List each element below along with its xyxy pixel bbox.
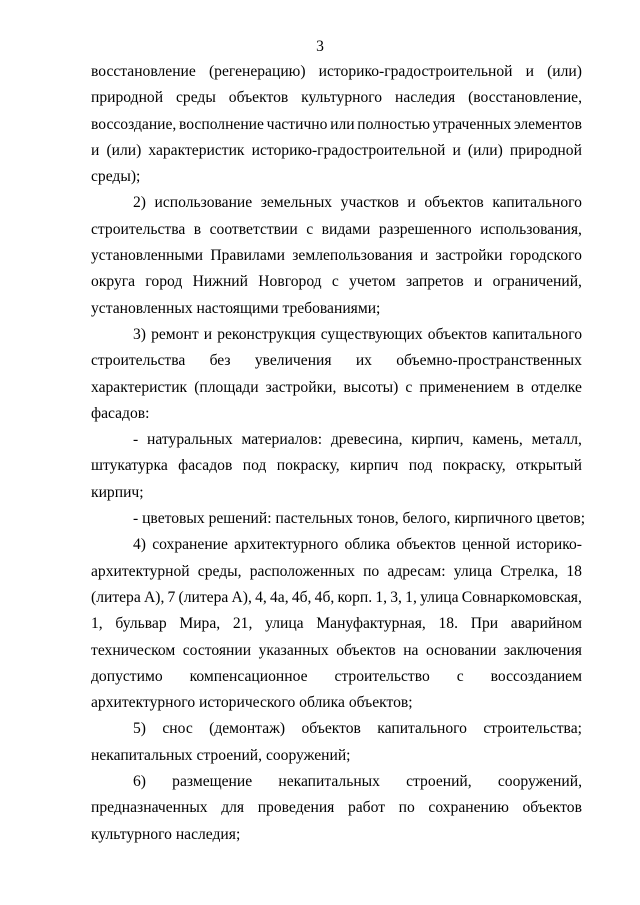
word: для — [221, 799, 245, 817]
text-line — [91, 453, 582, 479]
word: историко- — [516, 536, 582, 554]
word: указанных — [258, 641, 329, 659]
word: покраску, — [442, 457, 506, 475]
text-line — [91, 506, 586, 532]
word: с — [456, 667, 464, 685]
text-line — [91, 401, 582, 427]
text-line — [91, 112, 582, 138]
text-line — [91, 743, 582, 769]
word: историко-градостроительной — [318, 63, 513, 80]
word: Совнаркомовская, — [461, 588, 582, 606]
word: Нижний — [192, 273, 248, 291]
word: 3) — [133, 325, 146, 343]
word: облика — [344, 536, 391, 554]
word: основании — [425, 641, 497, 659]
word: капитального — [492, 194, 582, 212]
word: (литера — [91, 588, 141, 606]
text-line-content: архитектурного исторического облика объектов; — [91, 694, 413, 712]
word: бульвар — [115, 615, 167, 633]
word: увеличения — [254, 352, 332, 370]
word: среды, — [197, 562, 242, 580]
text-line-content: - цветовых решений: пастельных тонов, белого, кирпичного цветов; — [133, 510, 586, 528]
text-line-content: фасадов: — [91, 404, 150, 422]
word: строительства — [91, 220, 186, 238]
word: 4) — [133, 536, 146, 554]
word: металл, — [531, 431, 582, 449]
text-line-content: культурного наследия; — [91, 825, 241, 843]
word: применением — [419, 378, 510, 396]
word: элементов — [513, 115, 582, 133]
word: Правилами — [210, 247, 285, 265]
word: Стрелка, — [500, 562, 559, 580]
text-line — [91, 427, 582, 453]
word: использования, — [480, 220, 582, 238]
word: натуральных — [147, 431, 233, 449]
word: городского — [509, 247, 582, 265]
text-line — [91, 164, 582, 190]
word: полностью — [357, 115, 430, 133]
word: под — [408, 457, 433, 475]
text-line — [91, 138, 582, 164]
word: воссозданием — [490, 667, 582, 685]
word: воссоздание, — [91, 115, 177, 133]
word: работ — [347, 799, 386, 817]
text-line — [91, 85, 582, 111]
text-line-content: кирпич; — [91, 483, 144, 501]
word: - — [133, 431, 139, 449]
word: наследия — [395, 89, 456, 107]
word: по — [398, 799, 415, 817]
word: сохранение — [152, 536, 228, 554]
word: и — [203, 325, 213, 343]
word: (или) — [547, 63, 582, 80]
word: (восстановление, — [468, 89, 582, 107]
word: предназначенных — [91, 799, 208, 817]
word: 2) — [133, 194, 146, 212]
word: (или) — [467, 141, 503, 159]
word: их — [355, 352, 372, 370]
word: капитального — [492, 325, 582, 343]
word: размещение — [172, 773, 253, 791]
word: соответствии — [209, 220, 298, 238]
word: улица — [453, 562, 493, 580]
word: техническом — [91, 641, 176, 659]
word: культурного — [301, 89, 383, 107]
word: объектов — [301, 720, 361, 738]
text-line — [91, 690, 582, 716]
word: корп. — [337, 588, 373, 606]
word: строительства; — [483, 720, 582, 738]
word: ограничений, — [492, 273, 582, 291]
word: город — [145, 273, 183, 291]
word: 3, — [390, 588, 402, 606]
text-line-content: среды); — [91, 168, 141, 186]
word: среды — [175, 89, 216, 107]
word: характеристик — [148, 141, 245, 159]
word: или — [330, 115, 355, 133]
word: сооружений, — [497, 773, 582, 791]
word: объемно-пространственных — [396, 352, 582, 370]
text-line — [91, 559, 582, 585]
word: 4б, — [291, 588, 312, 606]
word: 4а, — [270, 588, 289, 606]
word: природной — [509, 141, 582, 159]
word: историко-градостроительной — [251, 141, 446, 159]
text-line — [91, 822, 582, 848]
word: материалов: — [241, 431, 323, 449]
word: ремонт — [151, 325, 199, 343]
word: адресам: — [387, 562, 446, 580]
word: При — [470, 615, 499, 633]
word: открытый — [516, 457, 582, 475]
word: восполнение — [178, 115, 264, 133]
word: 21, — [232, 615, 253, 633]
word: частично — [266, 115, 328, 133]
word: Мира, — [179, 615, 221, 633]
word: улица — [265, 615, 304, 633]
word: и — [407, 194, 416, 212]
word: 4б, — [314, 588, 335, 606]
word: (регенерацию) — [208, 63, 306, 80]
document-body — [91, 59, 586, 848]
word: участков — [340, 194, 399, 212]
word: штукатурка — [91, 457, 168, 475]
text-line — [91, 532, 582, 558]
word: 18. — [438, 615, 458, 633]
word: 1, — [375, 588, 388, 606]
word: 5) — [133, 720, 146, 738]
word: с — [331, 273, 339, 291]
word: застройки, — [265, 378, 337, 396]
word: некапитальных — [278, 773, 380, 791]
word: высоты) — [343, 378, 399, 396]
word: утраченных — [432, 115, 512, 133]
word: отделке — [530, 378, 582, 396]
text-line — [91, 664, 582, 690]
word: 1, — [405, 588, 417, 606]
word: 6) — [133, 773, 146, 791]
word: проведения — [257, 799, 335, 817]
word: разрешенного — [378, 220, 472, 238]
word: кирпич — [350, 457, 399, 475]
text-line — [91, 585, 582, 611]
word: по — [363, 562, 380, 580]
word: покраску, — [276, 457, 340, 475]
word: и — [525, 63, 534, 80]
word: сохранению — [428, 799, 509, 817]
word: архитектурного — [234, 536, 339, 554]
word: природной — [91, 89, 164, 107]
text-line-content: некапитальных строений, сооружений; — [91, 746, 351, 764]
text-line — [91, 480, 582, 506]
word: на — [403, 641, 419, 659]
text-line — [91, 769, 582, 795]
word: фасадов — [178, 457, 233, 475]
text-line-content: установленных настоящими требованиями; — [91, 299, 381, 317]
word: запретов — [405, 273, 464, 291]
word: характеристик — [91, 378, 188, 396]
word: объектов — [228, 89, 289, 107]
text-line — [91, 190, 582, 216]
word: А), — [231, 588, 252, 606]
word: объектов — [424, 194, 484, 212]
text-line — [91, 322, 582, 348]
word: с — [306, 220, 314, 238]
word: аварийном — [510, 615, 582, 633]
text-line — [91, 638, 582, 664]
word: учетом — [349, 273, 396, 291]
word: (площади — [194, 378, 259, 396]
word: объектов — [336, 641, 396, 659]
word: и — [473, 273, 483, 291]
word: восстановление — [91, 63, 196, 80]
word: и — [91, 141, 100, 159]
text-line — [91, 296, 582, 322]
text-line — [91, 269, 582, 295]
word: установленными — [91, 247, 204, 265]
text-line — [91, 611, 582, 637]
text-line — [91, 348, 582, 374]
word: заключения — [503, 641, 582, 659]
word: 4, — [255, 588, 267, 606]
word: округа — [91, 273, 136, 291]
text-line — [91, 375, 582, 401]
text-line — [91, 217, 582, 243]
word: объектов — [396, 536, 456, 554]
word: объектов — [427, 325, 488, 343]
word: в — [193, 220, 202, 238]
word: и — [452, 141, 461, 159]
word: под — [242, 457, 267, 475]
word: А), — [143, 588, 165, 606]
word: строений, — [406, 773, 472, 791]
word: строительства — [91, 352, 186, 370]
word: застройки — [435, 247, 503, 265]
word: Новгород — [258, 273, 322, 291]
word: объектов — [522, 799, 582, 817]
word: допустимо — [91, 667, 163, 685]
word: Мануфактурная, — [316, 615, 426, 633]
word: существующих — [320, 325, 423, 343]
word: использование — [154, 194, 253, 212]
word: 1, — [91, 615, 103, 633]
word: капитального — [377, 720, 467, 738]
word: состоянии — [182, 641, 252, 659]
word: без — [209, 352, 231, 370]
word: землепользования — [292, 247, 413, 265]
word: архитектурной — [91, 562, 190, 580]
word: древесина, — [330, 431, 403, 449]
word: и — [419, 247, 429, 265]
text-line — [91, 795, 582, 821]
word: с — [405, 378, 413, 396]
text-line — [91, 716, 582, 742]
word: реконструкция — [217, 325, 316, 343]
word: (литера — [178, 588, 229, 606]
text-line — [91, 59, 582, 85]
word: ценной — [462, 536, 511, 554]
word: земельных — [260, 194, 333, 212]
word: расположенных — [249, 562, 355, 580]
word: 18 — [566, 562, 582, 580]
word: компенсационное — [189, 667, 308, 685]
page-number: 3 — [316, 38, 324, 55]
word: снос — [162, 720, 193, 738]
text-line — [91, 243, 582, 269]
word: видами — [321, 220, 371, 238]
word: (демонтаж) — [209, 720, 286, 738]
word: 7 — [167, 588, 176, 606]
word: улица — [420, 588, 459, 606]
word: строительство — [334, 667, 430, 685]
word: в — [516, 378, 524, 396]
word: камень, — [472, 431, 523, 449]
word: (или) — [106, 141, 142, 159]
word: кирпич, — [411, 431, 464, 449]
